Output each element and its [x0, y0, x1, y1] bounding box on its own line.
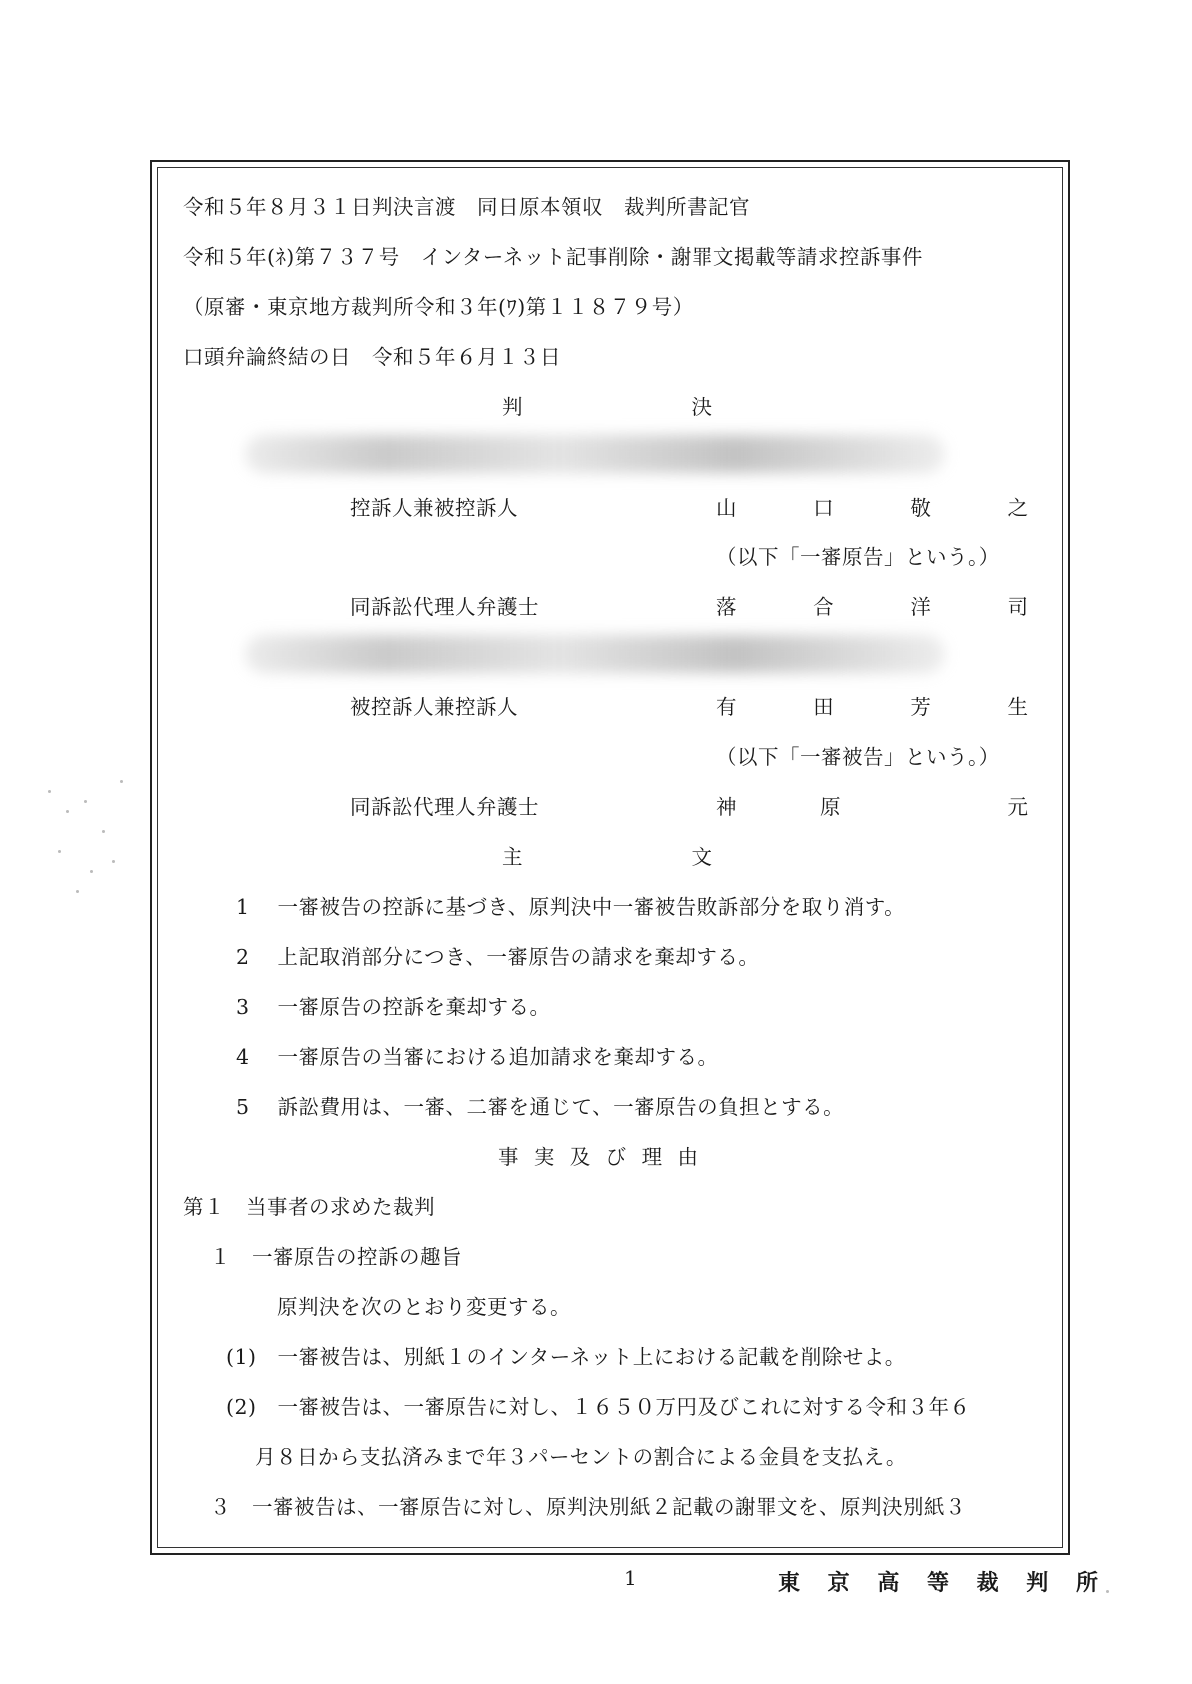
section1-sub3: ３ 一審被告は、一審原告に対し、原判決別紙２記載の謝罪文を、原判決別紙３ [210, 1495, 966, 1519]
party2-name: 有 田 芳 生 [716, 695, 1028, 719]
party2-role: 被控訴人兼控訴人 [350, 695, 518, 719]
scan-speckle [90, 870, 93, 873]
party1-counsel-name: 落 合 洋 司 [716, 595, 1028, 619]
redacted-address [245, 635, 945, 673]
main-text-item-1: 1 一審被告の控訴に基づき、原判決中一審被告敗訴部分を取り消す。 [236, 895, 906, 919]
section1-heading: 第１ 当事者の求めた裁判 [183, 1195, 435, 1219]
main-text-item-2: 2 上記取消部分につき、一審原告の請求を棄却する。 [236, 945, 760, 969]
facts-title: 事 実 及 び 理 由 [498, 1145, 698, 1169]
main-text-item-5: 5 訴訟費用は、一審、二審を通じて、一審原告の負担とする。 [236, 1095, 845, 1119]
scan-speckle [102, 830, 105, 833]
party1-alias: （以下「一審原告」という。） [716, 545, 1000, 569]
main-text-item-3: 3 一審原告の控訴を棄却する。 [236, 995, 551, 1019]
main-text-item-4: 4 一審原告の当審における追加請求を棄却する。 [236, 1045, 719, 1069]
judgment-title: 判 決 [502, 395, 712, 419]
party1-role: 控訴人兼被控訴人 [350, 496, 518, 520]
scan-speckle [84, 800, 87, 803]
section1-sub1-text: 原判決を次のとおり変更する。 [277, 1295, 571, 1319]
page-number: 1 [624, 1566, 637, 1590]
section1-item2: (2) 一審被告は、一審原告に対し、１６５０万円及びこれに対する令和３年６ [226, 1395, 971, 1419]
scan-speckle [48, 790, 51, 793]
scan-speckle [66, 810, 69, 813]
header-line-2: 令和５年(ﾈ)第７３７号 インターネット記事削除・謝罪文掲載等請求控訴事件 [183, 245, 923, 269]
party1-name: 山 口 敬 之 [716, 496, 1028, 520]
court-name: 東 京 高 等 裁 判 所 [778, 1570, 1098, 1596]
party1-counsel-role: 同訴訟代理人弁護士 [350, 595, 539, 619]
scan-speckle [76, 890, 79, 893]
header-line-3: （原審・東京地方裁判所令和３年(ﾜ)第１１８７９号） [183, 295, 694, 319]
scan-speckle [120, 780, 123, 783]
section1-item2-cont: 月８日から支払済みまで年３パーセントの割合による金員を支払え。 [255, 1445, 907, 1469]
header-line-4: 口頭弁論終結の日 令和５年６月１３日 [183, 345, 561, 369]
main-text-title: 主 文 [502, 845, 712, 869]
section1-sub1: １ 一審原告の控訴の趣旨 [210, 1245, 462, 1269]
header-line-1: 令和５年８月３１日判決言渡 同日原本領収 裁判所書記官 [183, 195, 750, 219]
scan-speckle [58, 850, 61, 853]
scan-speckle [112, 860, 115, 863]
party2-counsel-role: 同訴訟代理人弁護士 [350, 795, 539, 819]
party2-counsel-name: 神 原 元 [716, 795, 1028, 819]
scan-speckle [1106, 1590, 1109, 1593]
party2-alias: （以下「一審被告」という。） [716, 745, 1000, 769]
redacted-address [245, 435, 945, 473]
section1-item1: (1) 一審被告は、別紙１のインターネット上における記載を削除せよ。 [226, 1345, 906, 1369]
